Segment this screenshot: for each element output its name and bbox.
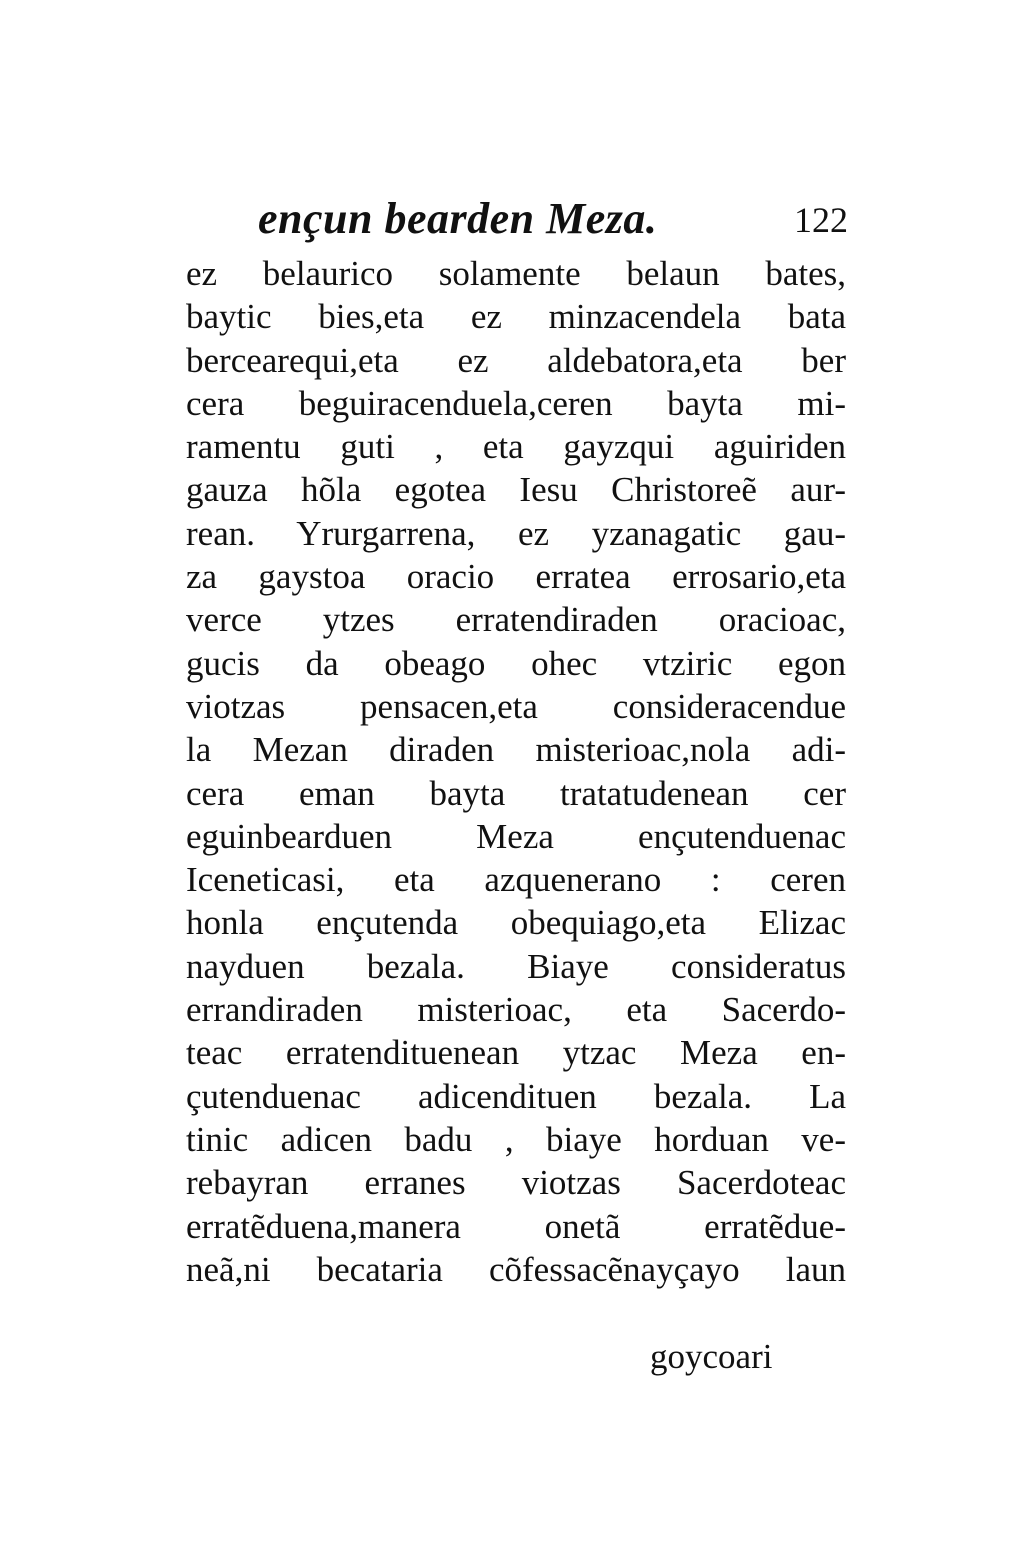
text-line: erratẽduena,manera onetã erratẽdue- <box>186 1206 846 1246</box>
running-head <box>258 188 848 250</box>
text-line: tinic adicen badu , biaye horduan ve- <box>186 1119 846 1159</box>
text-line: rean. Yrurgarrena, ez yzanagatic gau- <box>186 513 846 553</box>
text-line: teac erratendituenean ytzac Meza en- <box>186 1033 846 1073</box>
text-line: eguinbearduen Meza ençutenduenac <box>186 816 846 856</box>
text-line: verce ytzes erratendiraden oracioac, <box>186 600 846 640</box>
text-line: çutenduenac adicendituen bezala. La <box>186 1076 846 1116</box>
running-title: ençun bearden Meza. <box>258 194 658 243</box>
text-line: bercearequi,eta ez aldebatora,eta ber <box>186 340 846 380</box>
text-line: errandiraden misterioac, eta Sacerdo- <box>186 990 846 1030</box>
text-line: baytic bies,eta ez minzacendela bata <box>186 297 846 337</box>
text-line: gucis da obeago ohec vtziric egon <box>186 643 846 683</box>
text-line: cera beguiracenduela,ceren bayta mi- <box>186 383 846 423</box>
text-line: Iceneticasi, eta azquenerano : ceren <box>186 860 846 900</box>
text-line: neã,ni becataria cõfessacẽnayçayo laun <box>186 1249 846 1289</box>
text-line: cera eman bayta tratatudenean cer <box>186 773 846 813</box>
page-number: 122 <box>794 200 848 240</box>
text-line: za gaystoa oracio erratea errosario,eta <box>186 557 846 597</box>
catchword: goycoari <box>650 1337 773 1376</box>
text-line: ez belaurico solamente belaun bates, <box>186 254 846 293</box>
text-line: nayduen bezala. Biaye consideratus <box>186 946 846 986</box>
text-line: viotzas pensacen,eta consideracendue <box>186 686 846 726</box>
text-line: gauza hõla egotea Iesu Christoreẽ aur- <box>186 470 846 510</box>
text-line: honla ençutenda obequiago,eta Elizac <box>186 903 846 943</box>
text-line: ramentu guti , eta gayzqui aguiriden <box>186 427 846 467</box>
text-line: la Mezan diraden misterioac,nola adi- <box>186 730 846 770</box>
body-text <box>186 252 846 1291</box>
text-line: rebayran erranes viotzas Sacerdoteac <box>186 1163 846 1203</box>
